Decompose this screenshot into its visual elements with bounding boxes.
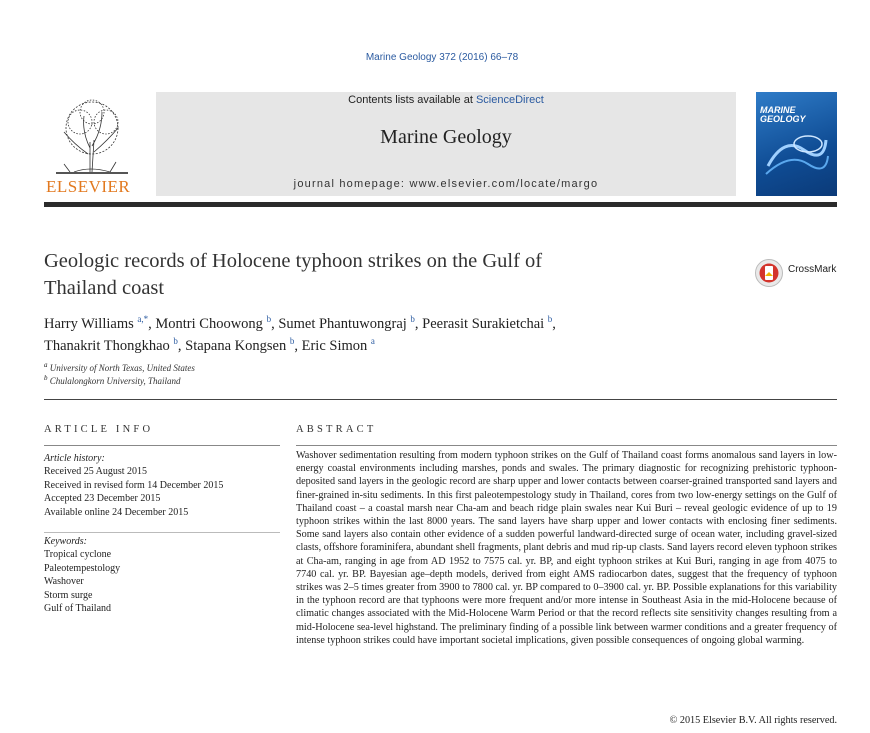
author-affiliation-mark[interactable]: b xyxy=(289,336,295,346)
author-name[interactable]: Montri Choowong xyxy=(155,316,263,332)
journal-citation[interactable]: Marine Geology 372 (2016) 66–78 xyxy=(365,52,519,63)
author[interactable] xyxy=(185,338,294,354)
contents-line xyxy=(156,94,736,106)
author[interactable] xyxy=(278,316,415,332)
author[interactable] xyxy=(44,338,178,354)
article-info-rule xyxy=(44,445,280,446)
header-divider xyxy=(44,202,837,207)
author-name[interactable]: Stapana Kongsen xyxy=(185,338,287,354)
cover-title-line-2: GEOLOGY xyxy=(760,114,806,124)
cover-title xyxy=(760,106,806,124)
keywords-rule xyxy=(44,532,280,533)
affiliation-mark: b xyxy=(44,374,48,382)
keyword[interactable]: Storm surge xyxy=(44,589,93,601)
article-info-heading: ARTICLE INFO xyxy=(44,424,154,435)
history-item: Available online 24 December 2015 xyxy=(44,506,189,518)
author-name[interactable]: Eric Simon xyxy=(301,338,368,354)
keyword[interactable]: Gulf of Thailand xyxy=(44,603,112,615)
author-affiliation-mark[interactable]: b xyxy=(266,314,272,324)
author-name[interactable]: Peerasit Surakietchai xyxy=(422,316,545,332)
author[interactable] xyxy=(44,316,148,332)
banner-center-panel xyxy=(156,92,736,196)
keywords-label: Keywords: xyxy=(44,536,87,547)
history-item: Received 25 August 2015 xyxy=(44,466,148,478)
journal-banner xyxy=(44,92,837,196)
affiliation xyxy=(44,362,195,375)
affiliation-list xyxy=(44,362,195,388)
author-separator: , xyxy=(148,316,156,332)
elsevier-wordmark[interactable]: ELSEVIER xyxy=(46,177,131,196)
author[interactable] xyxy=(155,316,271,332)
history-item: Accepted 23 December 2015 xyxy=(44,493,161,505)
cover-title-line-1: MARINE xyxy=(760,105,796,115)
journal-title[interactable]: Marine Geology xyxy=(380,126,512,148)
keyword[interactable]: Paleotempestology xyxy=(44,562,121,574)
author-affiliation-mark[interactable]: a xyxy=(370,336,375,346)
author[interactable] xyxy=(302,338,375,354)
author-affiliation-mark[interactable]: a,* xyxy=(137,314,149,324)
affiliation-text: University of North Texas, United States xyxy=(49,363,195,373)
author-separator: , xyxy=(414,316,423,332)
abstract-body: Washover sedimentation resulting from modern typhoon strikes on the Gulf of Thailand coast forms anomalous sand layers in low-energy coastal environments including marshes, ponds and swales. The primary diagnostic for recognizing prehistoric typhoon-deposited sand layers in the geologic record are sharp upper and lower contacts between coarser-grained transported sand layers and finer-grained in-situ sediments. In this first paleotempestology study in Thailand, cores from two low-energy settings on the Gulf of Thailand coast – a coastal marsh near Cha-am and beach ridge plain swales near Kui Buri – reveal geologic evidence of up to 19 typhoon strikes within the last 8000 years. The sand layers have sharp upper and lower contacts with enclosing finer sediments. Some sand layers also contain other evidence of a sudden powerful landward-directed surge of ocean water, including gravel-sized clasts, offshore foraminifera, abundant shell fragments, plant debris and mud rip-up clasts. Sand layers record eleven typhoon strikes at Cha-am, ranging in age from AD 1952 to 7575 cal. yr. BP, and eight typhoon strikes at Kui Buri, ranging in age from 4075 to 7740 cal. yr. BP. Bayesian age–depth models, derived from eight AMS radiocarbon dates, suggest that the frequency of typhoon strikes was 2–5 times greater from 3900 to 7800 cal. yr. BP compared to 0–3900 cal. yr. BP. Possible explanations for this variability in the typhoon record are that typhoons were more frequent and/or more intense in Southeast Asia in the mid-Holocene because of climatic changes associated with the Mid-Holocene Warm Period or that the record reflects site sensitivity changes resulting from a mid-Holocene sea-level highstand. The preliminary finding of a possible link between warmer conditions and a greater frequency of intense typhoon strikes could have important societal implications, given possible consequences of ongoing global warming. xyxy=(296,450,838,646)
author-list xyxy=(44,313,744,357)
author-name[interactable]: Sumet Phantuwongraj xyxy=(278,316,407,332)
keyword[interactable]: Tropical cyclone xyxy=(44,549,112,561)
author-separator: , xyxy=(177,338,186,354)
journal-homepage[interactable]: journal homepage: www.elsevier.com/locate/margo xyxy=(293,178,599,190)
author-name[interactable]: Thanakrit Thongkhao xyxy=(44,338,170,354)
article-history-label: Article history: xyxy=(44,453,105,464)
affiliation-mark: a xyxy=(44,361,48,369)
history-item: Received in revised form 14 December 2015 xyxy=(44,479,224,491)
crossmark-label: CrossMark xyxy=(788,264,837,275)
author-affiliation-mark[interactable]: b xyxy=(547,314,553,324)
author-separator: , xyxy=(294,338,302,354)
author-affiliation-mark[interactable]: b xyxy=(173,336,178,346)
cover-swirl-icon xyxy=(764,126,830,180)
author-name[interactable]: Harry Williams xyxy=(44,316,134,332)
keywords xyxy=(44,535,120,615)
article-title: Geologic records of Holocene typhoon strikes on the Gulf of Thailand coast xyxy=(44,250,543,299)
crossmark-icon xyxy=(754,258,784,288)
abstract-rule xyxy=(296,445,837,446)
copyright-notice: © 2015 Elsevier B.V. All rights reserved. xyxy=(669,715,837,726)
contents-prefix: Contents lists available at xyxy=(348,94,476,106)
journal-cover-thumbnail[interactable] xyxy=(756,92,837,196)
author-affiliation-mark[interactable]: b xyxy=(410,314,415,324)
author[interactable] xyxy=(422,316,552,332)
author-separator: , xyxy=(271,316,279,332)
affiliation xyxy=(44,375,195,388)
section-divider xyxy=(44,399,837,400)
sciencedirect-link[interactable]: ScienceDirect xyxy=(475,94,544,106)
abstract-heading: ABSTRACT xyxy=(296,424,377,435)
article-history xyxy=(44,452,223,519)
author-separator: , xyxy=(552,316,556,332)
keyword[interactable]: Washover xyxy=(44,576,84,588)
affiliation-text: Chulalongkorn University, Thailand xyxy=(49,376,181,386)
